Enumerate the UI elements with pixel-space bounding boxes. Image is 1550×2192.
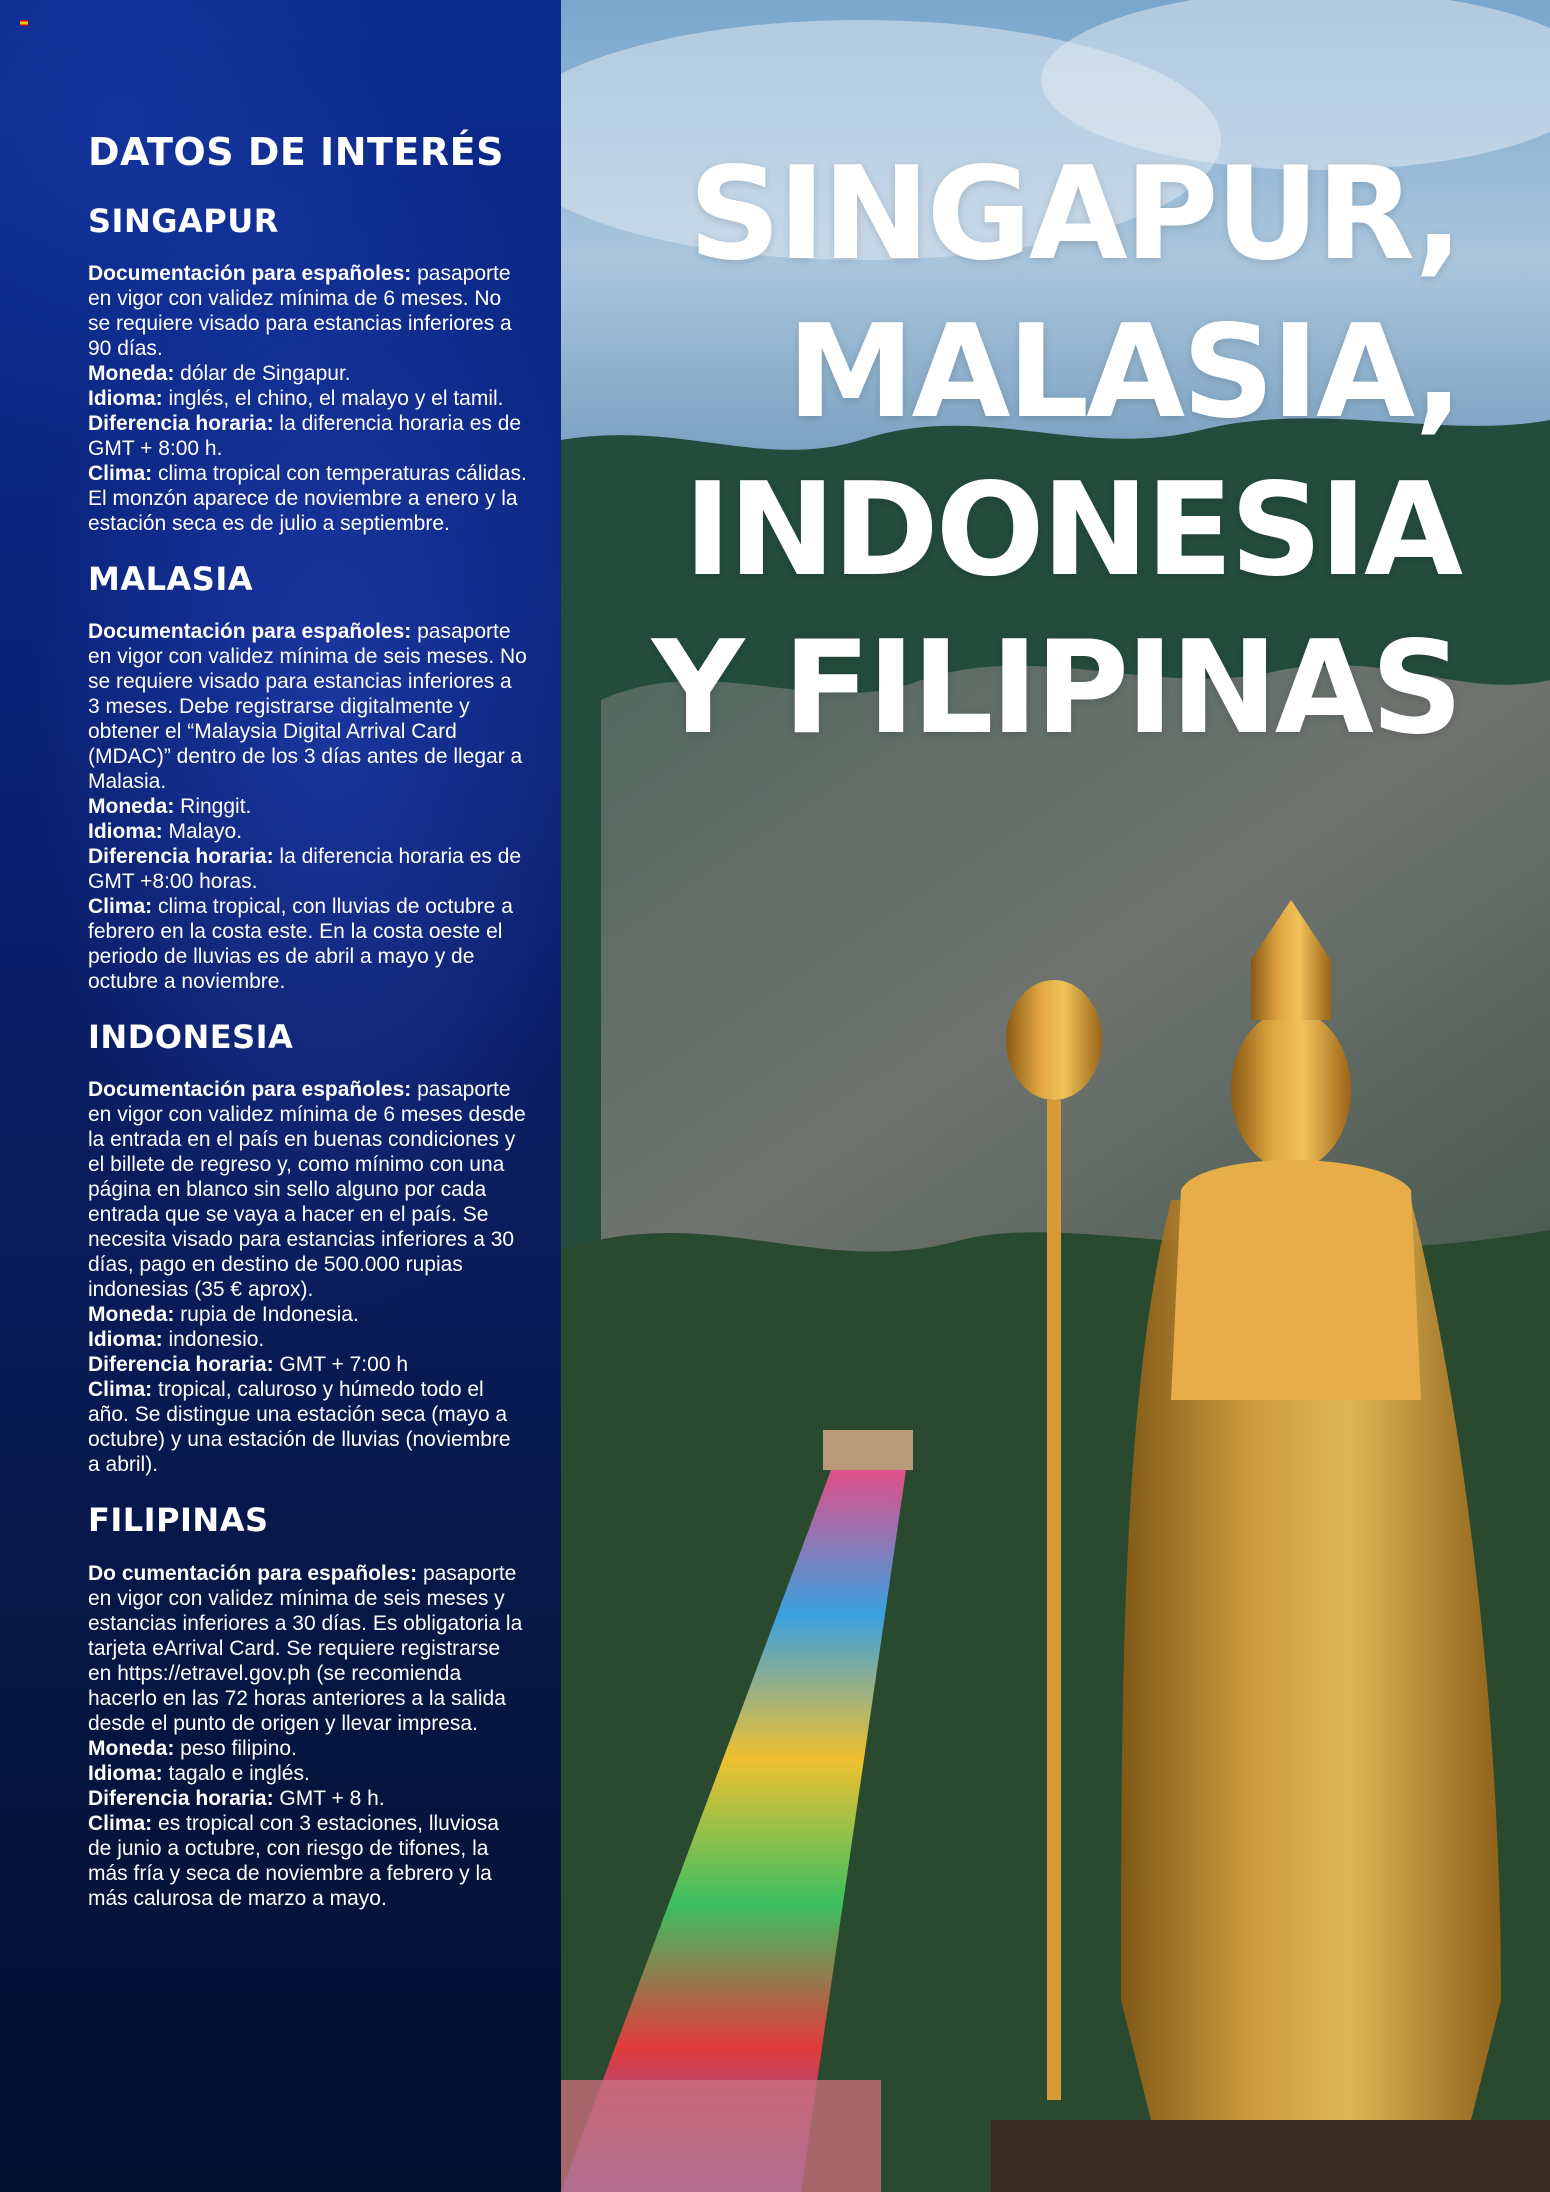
- fact-text: pasaporte en vigor con validez mínima de 6 meses desde la entrada en el país en buenas condiciones y el billete de regreso y, como mínimo con una página en blanco sin sello alguno por cada entrada que se vaya a hacer en el país. Se necesita visado para estancias inferiores a 30 días, pago en destino de 500.000 rupias indonesias (35 € aprox).: [88, 1078, 526, 1302]
- fact-label: Moneda:: [88, 1736, 175, 1760]
- fact-label: Diferencia horaria:: [88, 1786, 274, 1810]
- fact-text: indonesio.: [168, 1328, 265, 1352]
- fact-text: dólar de Singapur.: [180, 361, 351, 385]
- temple-base: [561, 2080, 881, 2192]
- fact-text: Malayo.: [168, 820, 243, 844]
- fact-label: Diferencia horaria:: [88, 845, 274, 869]
- fact-diferencia-horaria: [88, 411, 528, 461]
- fact-text: tropical, caluroso y húmedo todo el año. Se distingue una estación seca (mayo a octubre) y una estación de lluvias (noviembre a abril).: [88, 1378, 511, 1477]
- title-line: INDONESIA: [683, 456, 1460, 605]
- fact-diferencia-horaria: [88, 1352, 528, 1377]
- fact-text: tagalo e inglés.: [168, 1761, 310, 1785]
- fact-text: GMT + 7:00 h: [279, 1353, 409, 1377]
- fact-clima: [88, 1377, 528, 1477]
- fact-text: pasaporte en vigor con validez mínima de seis meses y estancias inferiores a 30 días. Es obligatoria la tarjeta eArrival Card. Se requiere registrarse en https://etravel.gov.ph (se recomienda hacerlo en las 72 horas anteriores a la salida desde el punto de origen y llevar impresa.: [88, 1561, 523, 1735]
- fact-text: rupia de Indonesia.: [180, 1303, 359, 1327]
- country-section-indonesia: [88, 1020, 528, 1477]
- fact-documentacion: [88, 1077, 528, 1302]
- fact-label: Idioma:: [88, 386, 163, 410]
- title-line: Y FILIPINAS: [651, 614, 1460, 763]
- spain-flag-icon: [20, 20, 28, 26]
- fact-diferencia-horaria: [88, 844, 528, 894]
- title-line: SINGAPUR,: [688, 140, 1460, 289]
- fact-documentacion: [88, 619, 528, 794]
- fact-label: Documentación para españoles:: [88, 620, 412, 644]
- country-section-singapur: [88, 201, 528, 536]
- country-title: FILIPINAS: [88, 1501, 269, 1540]
- fact-text: peso filipino.: [180, 1736, 297, 1760]
- fact-label: Do cumentación para españoles:: [88, 1561, 418, 1585]
- fact-label: Diferencia horaria:: [88, 1353, 274, 1377]
- title-line: MALASIA,: [787, 298, 1460, 447]
- fact-moneda: [88, 794, 528, 819]
- fact-label: Diferencia horaria:: [88, 411, 274, 435]
- fact-text: clima tropical con temperaturas cálidas. El monzón aparece de noviembre a enero y la estación seca es de julio a septiembre.: [88, 461, 527, 535]
- fact-label: Documentación para españoles:: [88, 1078, 412, 1102]
- fact-clima: [88, 894, 528, 994]
- info-heading: DATOS DE INTERÉS: [88, 130, 504, 174]
- fact-clima: [88, 461, 528, 536]
- fact-label: Moneda:: [88, 361, 175, 385]
- fact-moneda: [88, 1736, 528, 1761]
- fact-text: inglés, el chino, el malayo y el tamil.: [168, 386, 504, 410]
- fact-label: Clima:: [88, 895, 153, 919]
- fact-diferencia-horaria: [88, 1786, 528, 1811]
- fact-label: Clima:: [88, 1811, 153, 1835]
- fact-text: la diferencia horaria es de GMT + 8:00 h.: [88, 411, 522, 460]
- fact-documentacion: [88, 1561, 528, 1736]
- fact-documentacion: [88, 261, 528, 361]
- fact-label: Clima:: [88, 461, 153, 485]
- fact-label: Moneda:: [88, 1303, 175, 1327]
- fact-label: Moneda:: [88, 795, 175, 819]
- fact-label: Idioma:: [88, 1761, 163, 1785]
- fact-clima: [88, 1811, 528, 1911]
- fact-idioma: [88, 386, 528, 411]
- fact-label: Idioma:: [88, 820, 163, 844]
- fact-moneda: [88, 361, 528, 386]
- country-title: SINGAPUR: [88, 201, 279, 240]
- info-panel: [0, 0, 561, 2192]
- info-content: [88, 132, 528, 1937]
- fact-label: Documentación para españoles:: [88, 261, 412, 285]
- country-title: MALASIA: [88, 559, 253, 598]
- page-title: [652, 136, 1460, 768]
- fact-moneda: [88, 1302, 528, 1327]
- fact-text: pasaporte en vigor con validez mínima de seis meses. No se requiere visado para estancias inferiores a 3 meses. Debe registrarse digitalmente y obtener el “Malaysia Digital Arrival Card (MDAC)” dentro de los 3 días antes de llegar a Malasia.: [88, 620, 527, 794]
- fact-label: Idioma:: [88, 1328, 163, 1352]
- country-section-filipinas: [88, 1503, 528, 1910]
- fact-text: GMT + 8 h.: [279, 1786, 385, 1810]
- batu-caves-photo: [561, 0, 1550, 2192]
- country-title: INDONESIA: [88, 1018, 294, 1057]
- fact-text: clima tropical, con lluvias de octubre a febrero en la costa este. En la costa oeste el periodo de lluvias es de abril a mayo y de octubre a noviembre.: [88, 895, 513, 994]
- fact-text: la diferencia horaria es de GMT +8:00 horas.: [88, 845, 522, 894]
- fact-idioma: [88, 1327, 528, 1352]
- fact-idioma: [88, 1761, 528, 1786]
- fact-label: Clima:: [88, 1378, 153, 1402]
- country-section-malasia: [88, 559, 528, 994]
- fact-text: Ringgit.: [180, 795, 252, 819]
- fact-text: pasaporte en vigor con validez mínima de 6 meses. No se requiere visado para estancias inferiores a 90 días.: [88, 261, 512, 360]
- fact-idioma: [88, 819, 528, 844]
- temple: [823, 1430, 913, 1470]
- fact-text: es tropical con 3 estaciones, lluviosa de junio a octubre, con riesgo de tifones, la más fría y seca de noviembre a febrero y la más calurosa de marzo a mayo.: [88, 1811, 499, 1910]
